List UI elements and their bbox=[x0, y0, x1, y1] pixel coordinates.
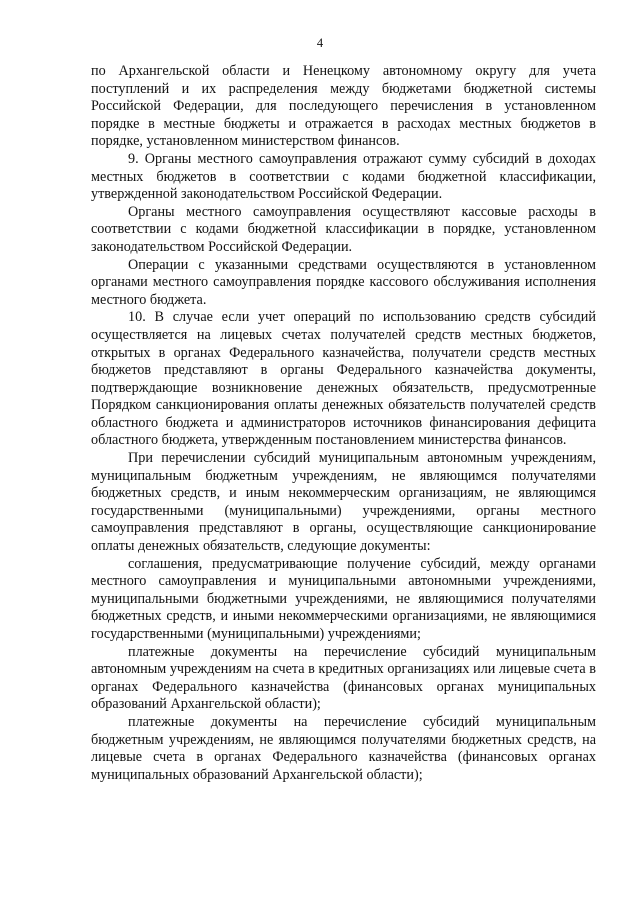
paragraph-payment-autonomous: платежные документы на перечисление субсидий муниципальным автономным учреждениям на счета в кредитных организациях или лицевые счета в органах Федерального казначейства (финансовых органах муниципальных образований Архангельской области); bbox=[91, 643, 596, 713]
paragraph-cash-expenses: Органы местного самоуправления осуществляют кассовые расходы в соответствии с кодами бюджетной классификации в порядке, установленном законодательством Российской Федерации. bbox=[91, 203, 596, 255]
paragraph-payment-budget: платежные документы на перечисление субсидий муниципальным бюджетным учреждениям, не являющимся получателями бюджетных средств, на лицевые счета в органах Федерального казначейства (финансовых органах муниципальных образований Архангельской области); bbox=[91, 713, 596, 783]
paragraph-item-10: 10. В случае если учет операций по использованию средств субсидий осуществляется на лицевых счетах получателей средств местных бюджетов, открытых в органах Федерального казначейства, получатели средств местных бюджетов представляют в органы Федерального казначейства документы, подтверждающие возникновение денежных обязательств, предусмотренные Порядком санкционирования оплаты денежных обязательств получателей средств областного бюджета и администраторов источников финансирования дефицита областного бюджета, утвержденным постановлением министерства финансов. bbox=[91, 309, 596, 449]
paragraph-continuation: по Архангельской области и Ненецкому автономному округу для учета поступлений и их распределения между бюджетами бюджетной системы Российской Федерации, для последующего перечисления в установленном порядке в местные бюджеты и отражается в расходах местных бюджетов в порядке, установленном министерством финансов. bbox=[91, 63, 596, 150]
paragraph-operations: Операции с указанными средствами осуществляются в установленном органами местного самоуправления порядке кассового обслуживания исполнения местного бюджета. bbox=[91, 256, 596, 308]
paragraph-agreements: соглашения, предусматривающие получение субсидий, между органами местного самоуправления и муниципальными автономными учреждениями, муниципальными бюджетными учреждениями, не являющимися получателями бюджетных средств, и иными некоммерческими организациями, не являющимися государственными (муниципальными) учреждениями; bbox=[91, 555, 596, 642]
document-body bbox=[91, 63, 596, 784]
paragraph-transfer-documents: При перечислении субсидий муниципальным автономным учреждениям, муниципальным бюджетным учреждениям, не являющимся получателями бюджетных средств, и иным некоммерческим организациям, не являющимся государственными (муниципальными) учреждениями, органы местного самоуправления представляют в органы, осуществляющие санкционирование оплаты денежных обязательств, следующие документы: bbox=[91, 450, 596, 555]
paragraph-item-9: 9. Органы местного самоуправления отражают сумму субсидий в доходах местных бюджетов в соответствии с кодами бюджетной классификации, утвержденной законодательством Российской Федерации. bbox=[91, 150, 596, 203]
page-number: 4 bbox=[316, 36, 324, 50]
